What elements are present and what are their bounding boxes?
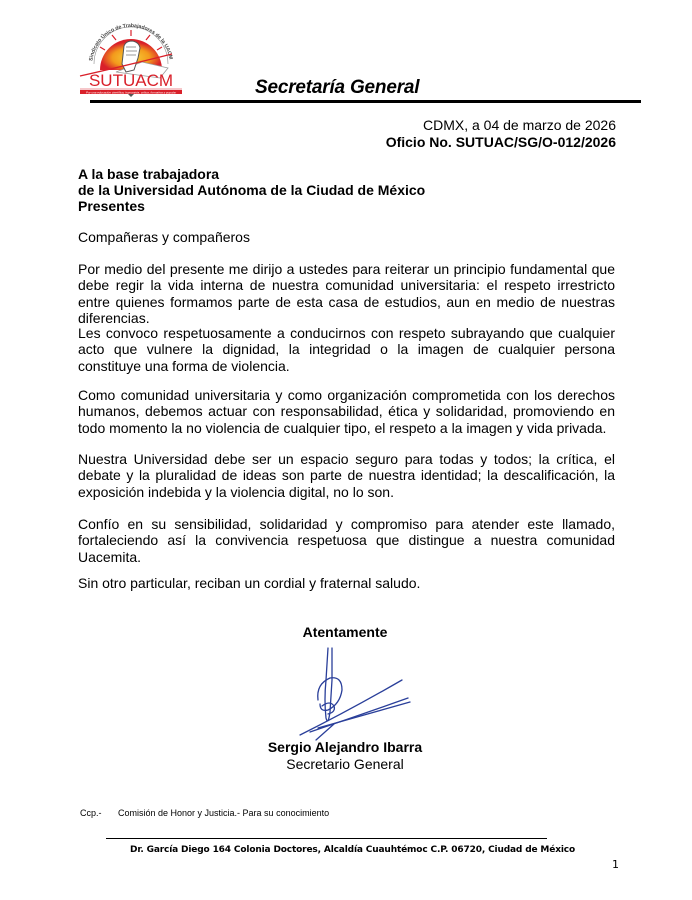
closing-line: Sin otro particular, reciban un cordial y fraternal saludo. (78, 575, 421, 591)
recipient-line: Presentes (78, 198, 145, 214)
body-paragraph: Nuestra Universidad debe ser un espacio seguro para todas y todos; la crítica, el debate y la pluralidad de ideas son parte de nuestra identidad; la descalificación, la exposición indebida y la violencia digital, no lo son. (78, 451, 615, 500)
valediction: Atentamente (302, 624, 388, 640)
header-title: Secretaría General (255, 77, 420, 98)
sutuacm-logo (76, 14, 186, 98)
footer-rule (106, 838, 547, 839)
logo-motto: Por una educación científica, humanista, crítica, formativa y popular (85, 90, 177, 95)
oficio-number: Oficio No. SUTUAC/SG/O-012/2026 (385, 134, 616, 150)
page-number: 1 (612, 858, 619, 871)
body-paragraph: Confío en su sensibilidad, solidaridad y compromiso para atender este llamado, fortaleciendo así la convivencia respetuosa que distingue a nuestra comunidad Uacemita. (78, 516, 615, 565)
logo-wordmark: SUTUACM (88, 71, 174, 90)
logo-arc-text: Sindicato Único de Trabajadores de la UACM (88, 22, 174, 62)
ccp-recipient: Comisión de Honor y Justicia.- Para su conocimiento (118, 808, 330, 818)
recipient-line: de la Universidad Autónoma de la Ciudad de México (78, 182, 426, 198)
footer-address: Dr. García Diego 164 Colonia Doctores, Alcaldía Cuauhtémoc C.P. 06720, Ciudad de México (130, 845, 576, 855)
header-rule (90, 100, 641, 103)
signature-icon (280, 640, 420, 745)
body-paragraph: Les convoco respetuosamente a conducirnos con respeto subrayando que cualquier acto que vulnere la dignidad, la integridad o la imagen de cualquier persona constituye una forma de violencia. (78, 325, 615, 374)
place-date: CDMX, a 04 de marzo de 2026 (423, 117, 616, 133)
handwritten-signature (280, 640, 420, 745)
ccp-label: Ccp.- (80, 808, 102, 818)
signer-role: Secretario General (286, 756, 404, 772)
body-paragraph: Por medio del presente me dirijo a ustedes para reiterar un principio fundamental que debe regir la vida interna de nuestra comunidad universitaria: el respeto irrestricto entre quienes formamos parte de esta casa de estudios, aun en medio de nuestras diferencias. (78, 261, 615, 326)
recipient-line: A la base trabajadora (78, 166, 220, 182)
logo-emblem-icon (76, 14, 186, 98)
greeting: Compañeras y compañeros (78, 229, 250, 245)
signer-name: Sergio Alejandro Ibarra (267, 739, 423, 755)
body-paragraph: Como comunidad universitaria y como organización comprometida con los derechos humanos, debemos actuar con responsabilidad, ética y solidaridad, promoviendo en todo momento la no violencia de cualquier tipo, el respeto a la imagen y vida privada. (78, 387, 615, 436)
recipient-block (78, 166, 425, 214)
